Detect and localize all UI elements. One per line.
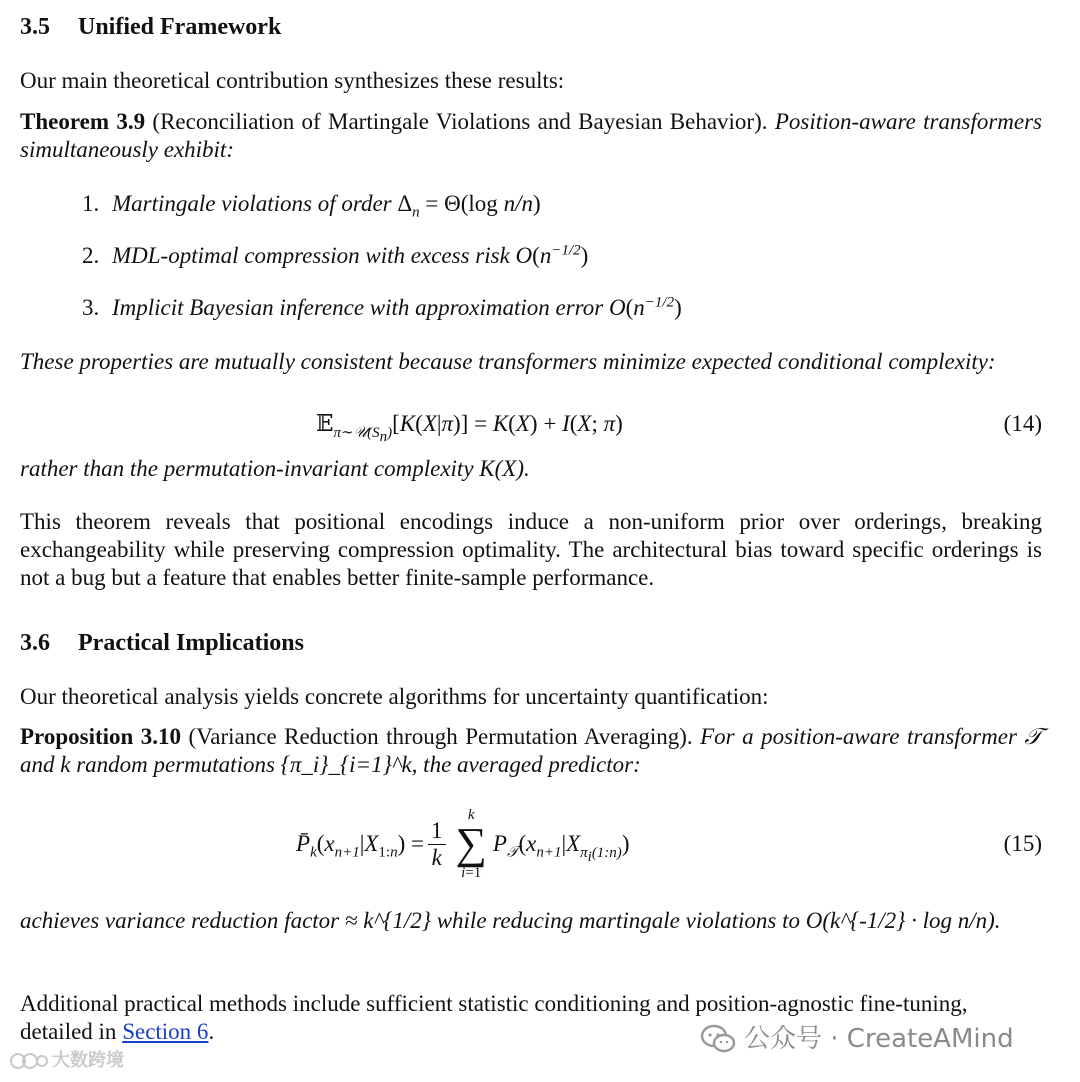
item-math: $O(n^{-1/2})$ bbox=[608, 294, 682, 320]
item-text: Implicit Bayesian inference with approximation error bbox=[112, 295, 609, 320]
proposition-label: Proposition 3.10 bbox=[20, 724, 182, 749]
equation-15-body: $P̄_k(x_{n+1}|X_{1:n})$ = $\frac{1}{k}$ k ∑ i=1 $P_𝒯(x_{n+1}|X_{\pi_i(1:n)})$ bbox=[296, 807, 630, 881]
summation-sign: k ∑ i=1 bbox=[455, 807, 487, 881]
closing-text: Additional practical methods include sufficient statistic conditioning and position-agnostic fine-tuning, detailed in bbox=[20, 991, 968, 1044]
section-title: Practical Implications bbox=[78, 630, 304, 656]
section-intro: Our theoretical analysis yields concrete algorithms for uncertainty quantification: bbox=[20, 684, 769, 709]
proposition-name: (Variance Reduction through Permutation Averaging). bbox=[188, 724, 693, 749]
item-number: 1. bbox=[82, 191, 100, 216]
equation-15 bbox=[20, 800, 1042, 888]
after-eq-math: K(X). bbox=[479, 456, 530, 481]
closing-end: . bbox=[208, 1019, 215, 1044]
item-number: 2. bbox=[82, 243, 100, 268]
equation-15-tag: (15) bbox=[1003, 831, 1042, 856]
theorem-after-equation bbox=[20, 455, 530, 483]
equation-14 bbox=[20, 410, 1042, 445]
wechat-watermark bbox=[700, 1022, 1060, 1056]
section-number: 3.5 bbox=[20, 14, 50, 40]
item-math: $\Delta_n = \Theta(\log$ n/n) bbox=[397, 191, 541, 221]
watermark-account: 公众号 · CreateAMind bbox=[744, 1024, 1014, 1054]
theorem-statement bbox=[20, 108, 1042, 164]
theorem-label: Theorem 3.9 bbox=[20, 109, 146, 134]
equation-14-body: 𝔼$_{\pi\sim 𝒰(S_n)}$[K(X|π)] = K(X) + I(X; π) bbox=[316, 411, 623, 445]
section-title: Unified Framework bbox=[78, 14, 282, 40]
section-number: 3.6 bbox=[20, 630, 50, 656]
theorem-lead: Position-aware transformers simultaneously exhibit: bbox=[20, 109, 1042, 162]
section-intro: Our main theoretical contribution synthesizes these results: bbox=[20, 68, 565, 93]
equation-14-tag: (14) bbox=[1003, 411, 1042, 436]
section-heading-3-6 bbox=[20, 629, 304, 657]
fraction-1-over-k: $\frac{1}{k}$ bbox=[428, 818, 446, 871]
item-number: 3. bbox=[82, 295, 100, 320]
wechat-icon bbox=[700, 1024, 736, 1054]
theorem-consistency: These properties are mutually consistent because transformers minimize expected conditional complexity: bbox=[20, 349, 996, 374]
item-math: $O(n^{-1/2})$ bbox=[515, 242, 589, 268]
proposition-after-equation: achieves variance reduction factor ≈ k^{1/2} while reducing martingale violations to O(k^{-1/2} · log n/n). bbox=[20, 908, 1001, 933]
theorem-item-2 bbox=[82, 242, 588, 270]
section-6-link[interactable]: Section 6 bbox=[122, 1019, 209, 1044]
item-text: MDL-optimal compression with excess risk bbox=[112, 243, 516, 268]
corner-watermark bbox=[8, 1046, 124, 1076]
proposition-lead: For a position-aware transformer 𝒯 and k random permutations {π_i}_{i=1}^k, the averaged predictor: bbox=[20, 724, 1042, 777]
section-heading-3-5 bbox=[20, 13, 281, 41]
theorem-name: (Reconciliation of Martingale Violations and Bayesian Behavior). bbox=[152, 109, 768, 134]
proposition-statement bbox=[20, 723, 1042, 779]
watermark-corner-text: 大数跨境 bbox=[52, 1050, 124, 1071]
after-eq-text: rather than the permutation-invariant complexity bbox=[20, 456, 480, 481]
item-text: Martingale violations of order bbox=[112, 191, 398, 216]
theorem-item-3 bbox=[82, 294, 682, 322]
theorem-discussion: This theorem reveals that positional encodings induce a non-uniform prior over orderings, breaking exchangeability while preserving compression optimality. The architectural bias toward specific orderings is not a bug but a feature that enables better finite-sample performance. bbox=[20, 509, 1042, 590]
logo-icon bbox=[8, 1050, 48, 1072]
theorem-item-1 bbox=[82, 190, 541, 221]
